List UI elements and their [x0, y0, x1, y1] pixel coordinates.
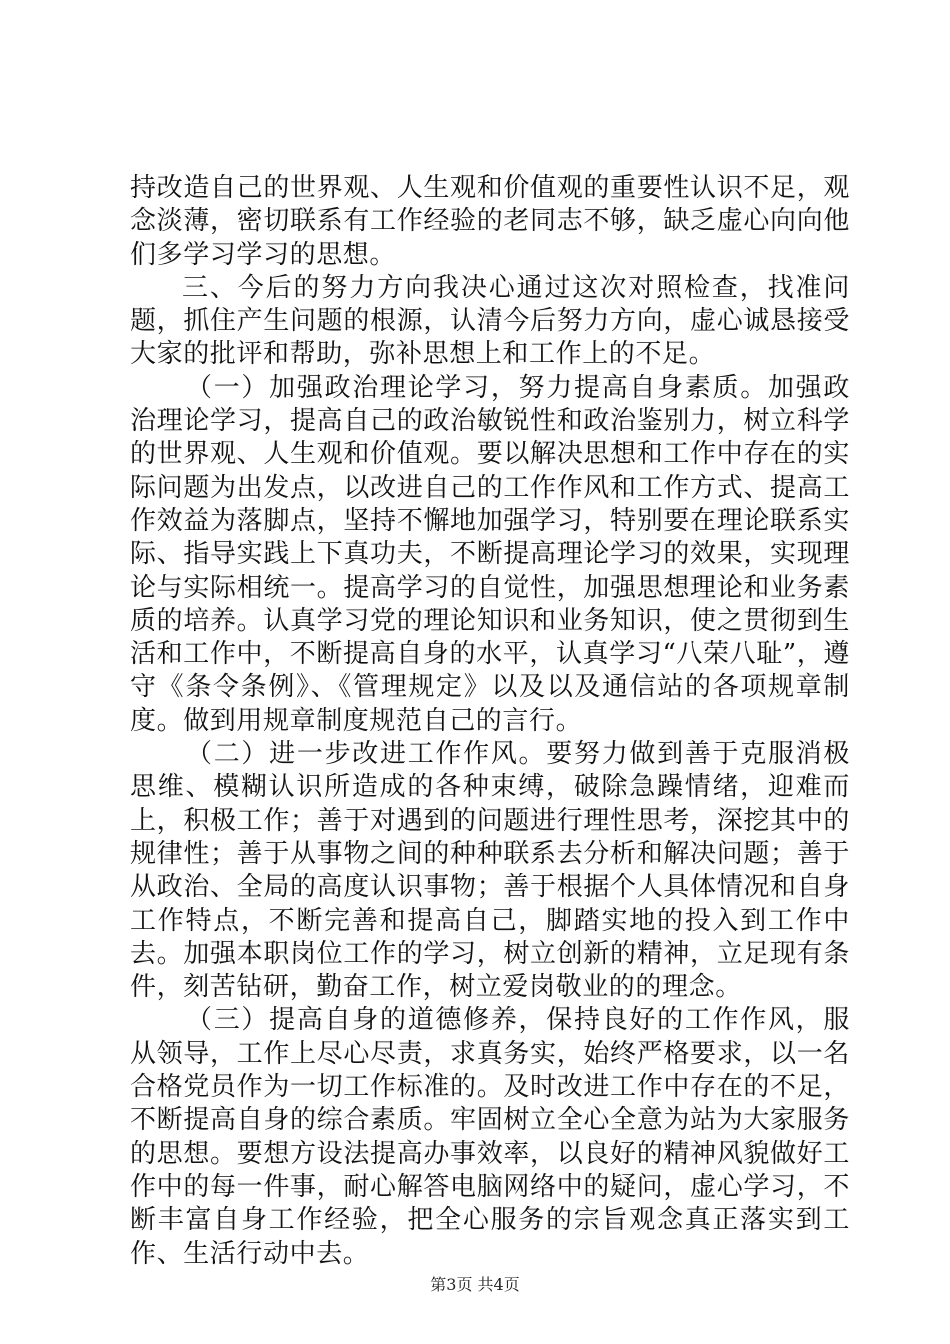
paragraph-item-one: （一）加强政治理论学习，努力提高自身素质。加强政治理论学习，提高自己的政治敏锐性和政治鉴别力，树立科学的世界观、人生观和价值观。要以解决思想和工作中存在的实际问题为出发点，以改进自己的工作作风和工作方式、提高工作效益为落脚点，坚持不懈地加强学习，特别要在理论联系实际、指导实践上下真功夫，不断提高理论学习的效果，实现理论与实际相统一。提高学习的自觉性，加强思想理论和业务素质的培养。认真学习党的理论知识和业务知识，使之贯彻到生活和工作中，不断提高自身的水平，认真学习“八荣八耻”，遵守《条令条例》、《管理规定》以及以及通信站的各项规章制度。做到用规章制度规范自己的言行。: [130, 372, 850, 736]
paragraph-item-two: （二）进一步改进工作作风。要努力做到善于克服消极思维、模糊认识所造成的各种束缚，破除急躁情绪，迎难而上，积极工作；善于对遇到的问题进行理性思考，深挖其中的规律性；善于从事物之间的种种联系去分析和解决问题；善于从政治、全局的高度认识事物；善于根据个人具体情况和自身工作特点，不断完善和提高自己，脚踏实地的投入到工作中去。加强本职岗位工作的学习，树立创新的精神，立足现有条件，刻苦钻研，勤奋工作，树立爱岗敬业的的理念。: [130, 739, 850, 1003]
paragraph-continuation: 持改造自己的世界观、人生观和价值观的重要性认识不足，观念淡薄，密切联系有工作经验的老同志不够，缺乏虚心向向他们多学习学习的思想。: [130, 173, 850, 270]
paragraph-item-three: （三）提高自身的道德修养，保持良好的工作作风，服从领导，工作上尽心尽责，求真务实，始终严格要求，以一名合格党员作为一切工作标准的。及时改进工作中存在的不足，不断提高自身的综合素质。牢固树立全心全意为站为大家服务的思想。要想方设法提高办事效率，以良好的精神风貌做好工作中的每一件事，耐心解答电脑网络中的疑问，虚心学习，不断丰富自身工作经验，把全心服务的宗旨观念真正落实到工作、生活行动中去。: [130, 1005, 850, 1269]
document-body: [130, 172, 850, 1271]
paragraph-section-three: 三、今后的努力方向我决心通过这次对照检查，找准问题，抓住产生问题的根源，认清今后努力方向，虚心诚恳接受大家的批评和帮助，弥补思想上和工作上的不足。: [130, 272, 850, 370]
page-footer: 第3页 共4页: [430, 1275, 520, 1294]
